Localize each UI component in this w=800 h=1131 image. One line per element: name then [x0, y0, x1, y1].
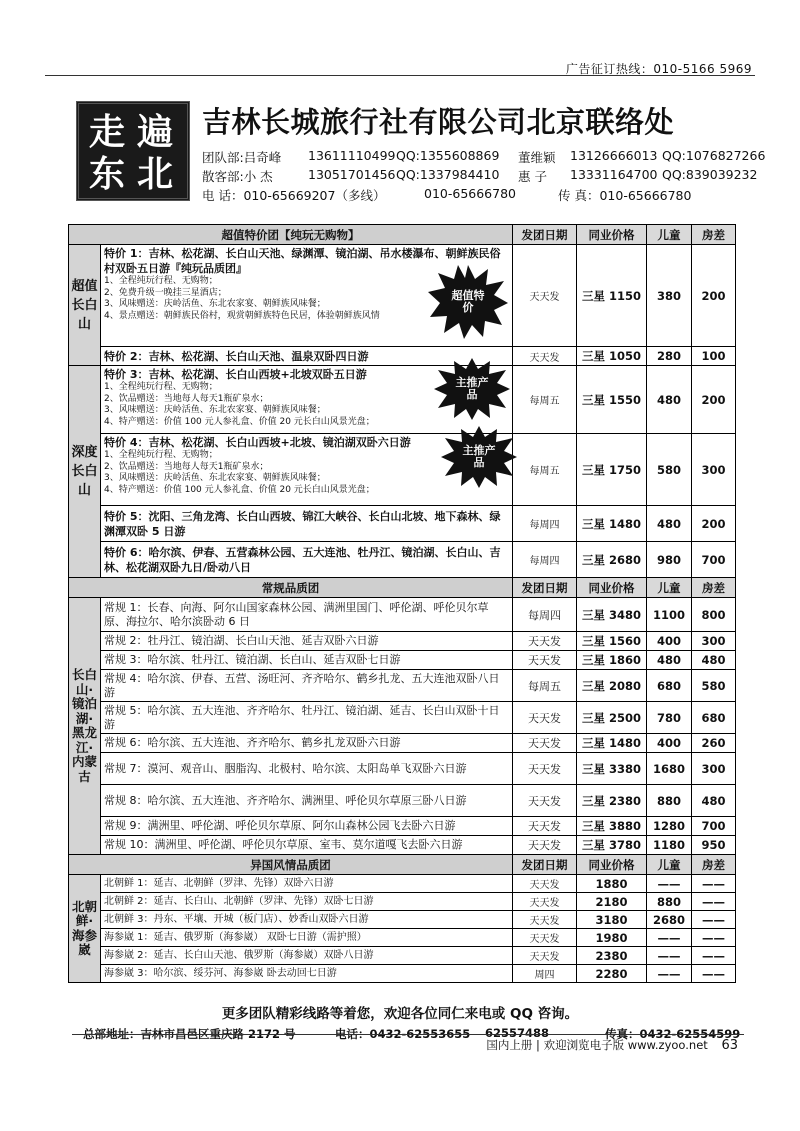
contact-qq: QQ:1337984410	[396, 167, 500, 182]
table-row	[69, 965, 736, 983]
departure-date: 天天发	[513, 817, 577, 836]
departure-date: 每周五	[513, 366, 577, 434]
col-header-child: 儿童	[647, 578, 692, 598]
phone-number: 电 话：010-65669207（多线）	[202, 188, 386, 203]
contact-phone: 13051701456	[308, 167, 396, 182]
trade-price: 三星 1750	[577, 434, 647, 506]
table-row	[69, 702, 736, 734]
trade-price: 三星 1480	[577, 734, 647, 753]
col-header-price: 同业价格	[577, 225, 647, 245]
route-name: 常规 10：满洲里、呼伦湖、呼伦贝尔草原、室韦、莫尔道嘎飞去卧六日游	[101, 836, 513, 855]
departure-date: 天天发	[513, 893, 577, 911]
badge-text: 超值特价	[451, 289, 485, 314]
room-diff: 200	[692, 245, 736, 347]
departure-date: 天天发	[513, 785, 577, 817]
route-name: 常规 6：哈尔滨、五大连池、齐齐哈尔、鹤乡扎龙双卧六日游	[101, 734, 513, 753]
child-price: 2680	[647, 911, 692, 929]
route-detail: 4、景点赠送：朝鲜族民俗村，观赏朝鲜族特色民居，体验朝鲜族风情	[104, 310, 380, 321]
child-price: 880	[647, 893, 692, 911]
route-name: 海参崴 2：延吉、长白山天池、俄罗斯（海参崴）双卧八日游	[101, 947, 513, 965]
room-diff: 300	[692, 632, 736, 651]
badge-special-price	[428, 265, 508, 339]
route-name: 海参崴 3：哈尔滨、绥芬河、海参崴 卧去动回七日游	[101, 965, 513, 983]
footer-tel: 电话：0432-62553655	[335, 1027, 471, 1041]
table-row	[69, 347, 736, 366]
logo-char: 北	[137, 153, 174, 195]
trade-price: 三星 1480	[577, 506, 647, 542]
room-diff: 100	[692, 347, 736, 366]
phone-number-2: 010-65666780	[424, 186, 516, 201]
route-detail: 2、免费升级一晚挂三星酒店；	[104, 287, 227, 298]
ad-hotline: 广告征订热线：010-5166 5969	[565, 62, 752, 76]
room-diff: ——	[692, 893, 736, 911]
route-name: 特价 1：吉林、松花湖、长白山天池、绿渊潭、镜泊湖、吊水楼瀑布、朝鲜族民俗村双卧五日游『纯玩品质团』	[104, 247, 501, 275]
contact-qq: QQ:839039232	[662, 167, 758, 182]
col-header-price: 同业价格	[577, 578, 647, 598]
room-diff: 580	[692, 670, 736, 702]
top-rule	[45, 75, 755, 76]
route-name: 常规 3：哈尔滨、牡丹江、镜泊湖、长白山、延吉双卧七日游	[101, 651, 513, 670]
room-diff: ——	[692, 965, 736, 983]
child-price: 980	[647, 542, 692, 578]
table-row	[69, 245, 736, 347]
contact-phone: 13331164700	[570, 167, 658, 182]
col-header-child: 儿童	[647, 225, 692, 245]
route-detail: 3、风味赠送：庆岭活鱼、东北农家宴、朝鲜族风味餐；	[104, 473, 326, 483]
table-row	[69, 434, 736, 506]
route-name: 特价 3：吉林、松花湖、长白山西坡+北坡双卧五日游	[104, 368, 367, 381]
section-title: 异国风情品质团	[69, 855, 513, 875]
child-price: 480	[647, 366, 692, 434]
route-price-table	[68, 224, 736, 983]
table-row	[69, 947, 736, 965]
trade-price: 3180	[577, 911, 647, 929]
route-name: 北朝鲜 1：延吉、北朝鲜（罗津、先锋）双卧六日游	[101, 875, 513, 893]
route-name: 海参崴 1：延吉、俄罗斯（海参崴） 双卧七日游（需护照）	[101, 929, 513, 947]
departure-date: 天天发	[513, 245, 577, 347]
room-diff: 700	[692, 817, 736, 836]
child-price: 1100	[647, 598, 692, 632]
route-name: 特价 5：沈阳、三角龙湾、长白山西坡、锦江大峡谷、长白山北坡、地下森林、绿渊潭双卧 5 日游	[101, 506, 513, 542]
page-number: 63	[721, 1038, 738, 1053]
table-row	[69, 836, 736, 855]
child-price: 1680	[647, 753, 692, 785]
section-sidebar: 长白山·镜泊湖·黑龙江·内蒙古	[69, 598, 101, 855]
child-price: ——	[647, 875, 692, 893]
trade-price: 三星 1050	[577, 347, 647, 366]
contact-qq: QQ:1355608869	[396, 148, 500, 163]
departure-date: 天天发	[513, 651, 577, 670]
route-detail: 4、特产赠送：价值 100 元人参礼盒、价值 20 元长白山风景光盘；	[104, 484, 375, 495]
trade-price: 1880	[577, 875, 647, 893]
route-name: 常规 2：牡丹江、镜泊湖、长白山天池、延吉双卧六日游	[101, 632, 513, 651]
route-detail: 3、风味赠送：庆岭活鱼、东北农家宴、朝鲜族风味餐；	[104, 299, 326, 309]
child-price: 400	[647, 734, 692, 753]
trade-price: 三星 1860	[577, 651, 647, 670]
logo	[76, 101, 190, 201]
table-row	[69, 651, 736, 670]
route-name: 常规 9：满洲里、呼伦湖、呼伦贝尔草原、阿尔山森林公园飞去卧六日游	[101, 817, 513, 836]
company-name: 吉林长城旅行社有限公司北京联络处	[202, 105, 675, 139]
contact-label: 团队部:吕奇峰	[202, 150, 282, 165]
departure-date: 每周五	[513, 434, 577, 506]
table-row	[69, 875, 736, 893]
route-name: 常规 7：漠河、观音山、胭脂沟、北极村、哈尔滨、太阳岛单飞双卧六日游	[101, 753, 513, 785]
contact-line-team	[202, 148, 766, 165]
col-header-price: 同业价格	[577, 855, 647, 875]
fax-number: 传 真：010-65666780	[558, 188, 692, 203]
route-detail: 2、饮品赠送：当地每人每天1瓶矿泉水；	[104, 461, 269, 472]
child-price: 380	[647, 245, 692, 347]
room-diff: 200	[692, 366, 736, 434]
section-sidebar: 深度长白山	[69, 366, 101, 578]
child-price: 400	[647, 632, 692, 651]
contact-label: 董维颖	[518, 150, 556, 165]
child-price: 780	[647, 702, 692, 734]
section-title: 超值特价团【纯玩无购物】	[69, 225, 513, 245]
route-name: 常规 1：长春、向海、阿尔山国家森林公园、满洲里国门、呼伦湖、呼伦贝尔草原、海拉尔、哈尔滨卧动 6 日	[101, 598, 513, 632]
logo-char: 东	[89, 153, 126, 195]
table-row	[69, 506, 736, 542]
trade-price: 三星 2500	[577, 702, 647, 734]
footer-tel-2: 62557488	[485, 1026, 550, 1040]
contact-label: 惠 子	[518, 169, 547, 184]
section-title: 常规品质团	[69, 578, 513, 598]
departure-date: 周四	[513, 965, 577, 983]
route-detail: 2、饮品赠送：当地每人每天1瓶矿泉水；	[104, 393, 269, 404]
room-diff: ——	[692, 947, 736, 965]
route-name: 北朝鲜 2：延吉、长白山、北朝鲜（罗津、先锋）双卧七日游	[101, 893, 513, 911]
section-header-row	[69, 578, 736, 598]
trade-price: 三星 3780	[577, 836, 647, 855]
route-name: 特价 6：哈尔滨、伊春、五营森林公园、五大连池、牡丹江、镜泊湖、长白山、吉林、松花湖双卧九日/卧动八日	[101, 542, 513, 578]
trade-price: 2280	[577, 965, 647, 983]
trade-price: 三星 3480	[577, 598, 647, 632]
bottom-rule	[72, 1034, 744, 1035]
col-header-date: 发团日期	[513, 855, 577, 875]
departure-date: 天天发	[513, 929, 577, 947]
trade-price: 三星 1550	[577, 366, 647, 434]
trade-price: 三星 1150	[577, 245, 647, 347]
route-detail: 3、风味赠送：庆岭活鱼、东北农家宴、朝鲜族风味餐；	[104, 405, 326, 415]
trade-price: 三星 1560	[577, 632, 647, 651]
room-diff: 300	[692, 753, 736, 785]
departure-date: 每周四	[513, 542, 577, 578]
trade-price: 三星 2380	[577, 785, 647, 817]
route-detail: 1、全程纯玩行程、无购物；	[104, 276, 218, 286]
departure-date: 天天发	[513, 753, 577, 785]
trade-price: 2380	[577, 947, 647, 965]
departure-date: 每周四	[513, 598, 577, 632]
room-diff: 700	[692, 542, 736, 578]
trade-price: 三星 3880	[577, 817, 647, 836]
room-diff: 480	[692, 651, 736, 670]
section-sidebar: 北朝鲜·海参崴	[69, 875, 101, 983]
trade-price: 三星 2680	[577, 542, 647, 578]
departure-date: 每周四	[513, 506, 577, 542]
room-diff: 950	[692, 836, 736, 855]
col-header-room: 房差	[692, 578, 736, 598]
route-name: 特价 2：吉林、松花湖、长白山天池、温泉双卧四日游	[101, 347, 513, 366]
contact-phone: 13611110499	[308, 148, 396, 163]
contact-line-individual	[202, 167, 758, 184]
route-detail: 1、全程纯玩行程、无购物；	[104, 382, 218, 392]
trade-price: 1980	[577, 929, 647, 947]
route-name: 常规 5：哈尔滨、五大连池、齐齐哈尔、牡丹江、镜泊湖、延吉、长白山双卧十日游	[101, 702, 513, 734]
child-price: 880	[647, 785, 692, 817]
table-row	[69, 542, 736, 578]
table-row	[69, 753, 736, 785]
room-diff: ——	[692, 911, 736, 929]
trade-price: 三星 3380	[577, 753, 647, 785]
table-row	[69, 911, 736, 929]
departure-date: 天天发	[513, 734, 577, 753]
badge-text: 主推产品	[455, 376, 489, 401]
col-header-date: 发团日期	[513, 578, 577, 598]
departure-date: 天天发	[513, 911, 577, 929]
child-price: ——	[647, 929, 692, 947]
page-footer	[486, 1037, 738, 1053]
table-row	[69, 785, 736, 817]
badge-featured	[434, 358, 510, 420]
logo-char: 走	[89, 111, 126, 153]
departure-date: 天天发	[513, 947, 577, 965]
route-detail: 4、特产赠送：价值 100 元人参礼盒、价值 20 元长白山风景光盘；	[104, 416, 375, 427]
departure-date: 天天发	[513, 347, 577, 366]
child-price: 580	[647, 434, 692, 506]
table-row	[69, 366, 736, 434]
col-header-date: 发团日期	[513, 225, 577, 245]
route-detail: 1、全程纯玩行程、无购物；	[104, 450, 218, 460]
departure-date: 每周五	[513, 670, 577, 702]
departure-date: 天天发	[513, 836, 577, 855]
room-diff: 800	[692, 598, 736, 632]
child-price: 1180	[647, 836, 692, 855]
contact-phone: 13126666013	[570, 148, 658, 163]
table-row	[69, 632, 736, 651]
child-price: 480	[647, 651, 692, 670]
section-sidebar: 超值长白山	[69, 245, 101, 366]
logo-char: 遍	[137, 111, 174, 153]
room-diff: ——	[692, 875, 736, 893]
contact-qq: QQ:1076827266	[662, 148, 766, 163]
child-price: ——	[647, 965, 692, 983]
child-price: ——	[647, 947, 692, 965]
table-row	[69, 670, 736, 702]
room-diff: 480	[692, 785, 736, 817]
table-row	[69, 817, 736, 836]
departure-date: 天天发	[513, 875, 577, 893]
col-header-room: 房差	[692, 225, 736, 245]
room-diff: ——	[692, 929, 736, 947]
departure-date: 天天发	[513, 702, 577, 734]
room-diff: 200	[692, 506, 736, 542]
badge-featured	[441, 426, 517, 488]
route-name: 常规 4：哈尔滨、伊春、五营、汤旺河、齐齐哈尔、鹤乡扎龙、五大连池双卧八日游	[101, 670, 513, 702]
route-name: 常规 8：哈尔滨、五大连池、齐齐哈尔、满洲里、呼伦贝尔草原三卧八日游	[101, 785, 513, 817]
route-name: 特价 4：吉林、松花湖、长白山西坡+北坡、镜泊湖双卧六日游	[104, 436, 411, 449]
contact-label: 散客部:小 杰	[202, 169, 273, 184]
child-price: 1280	[647, 817, 692, 836]
table-row	[69, 734, 736, 753]
child-price: 680	[647, 670, 692, 702]
trade-price: 2180	[577, 893, 647, 911]
child-price: 280	[647, 347, 692, 366]
route-name: 北朝鲜 3：丹东、平壤、开城（板门店）、妙香山双卧六日游	[101, 911, 513, 929]
child-price: 480	[647, 506, 692, 542]
footer-fax: 传真：0432-62554599	[605, 1027, 741, 1041]
room-diff: 300	[692, 434, 736, 506]
footer-address: 总部地址：吉林市昌邑区重庆路 2172 号	[83, 1027, 296, 1041]
contact-line-phone	[202, 186, 742, 202]
table-row	[69, 893, 736, 911]
room-diff: 260	[692, 734, 736, 753]
table-row	[69, 598, 736, 632]
page-label: 国内上册 | 欢迎浏览电子版 www.zyoo.net	[486, 1038, 708, 1052]
section-header-row	[69, 225, 736, 245]
footer-slogan: 更多团队精彩线路等着您，欢迎各位同仁来电或 QQ 咨询。	[221, 1006, 579, 1022]
room-diff: 680	[692, 702, 736, 734]
col-header-room: 房差	[692, 855, 736, 875]
section-header-row	[69, 855, 736, 875]
departure-date: 天天发	[513, 632, 577, 651]
trade-price: 三星 2080	[577, 670, 647, 702]
badge-text: 主推产品	[462, 444, 496, 469]
table-row	[69, 929, 736, 947]
col-header-child: 儿童	[647, 855, 692, 875]
